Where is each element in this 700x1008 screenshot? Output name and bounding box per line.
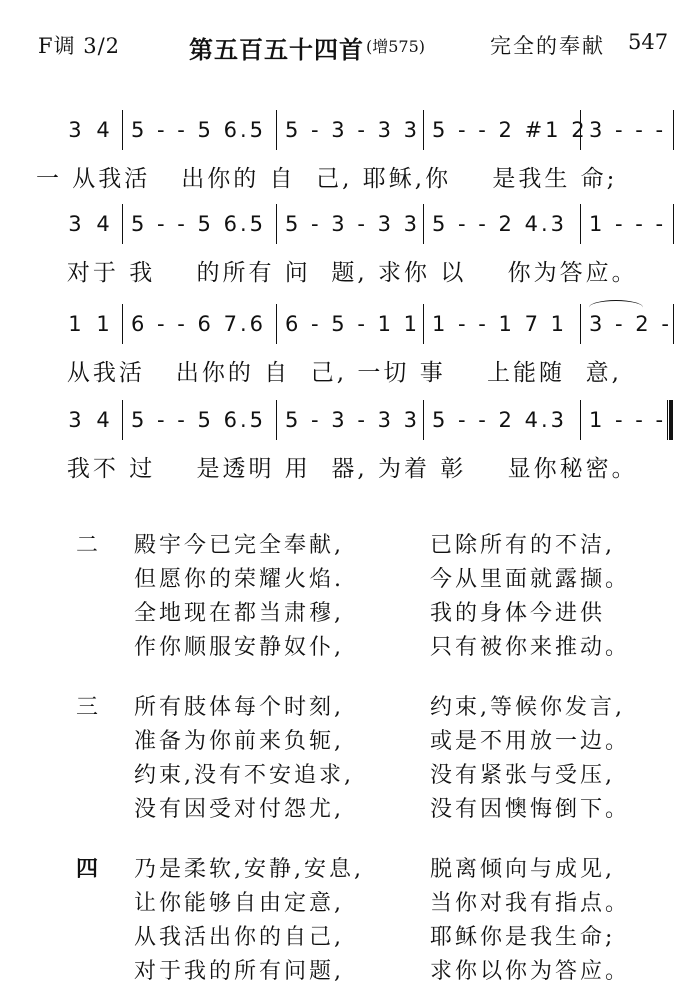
verse-line: 对于我的所有问题, bbox=[134, 959, 344, 984]
measure: 1 - - 1 7 1 bbox=[423, 304, 580, 344]
verse-line: 作你顺服安静奴仆, bbox=[134, 635, 344, 660]
measure: 5 - 3 - 3 3 bbox=[276, 400, 423, 440]
verse-line: 脱离倾向与成见, bbox=[430, 857, 615, 882]
measure-notes: 3 - 2 - bbox=[589, 312, 672, 336]
lyric-row-1: 一 从我活 出你的 自 己, 耶稣,你 是我生 命; bbox=[36, 166, 618, 192]
verse-line: 但愿你的荣耀火焰. bbox=[134, 567, 344, 592]
music-row-3 bbox=[60, 304, 678, 344]
verse-line: 准备为你前来负轭, bbox=[134, 729, 344, 754]
lyric-row-2: 对于 我 的所有 问 题, 求你 以 你为答应。 bbox=[36, 260, 638, 286]
supplement-number: (增575) bbox=[366, 37, 426, 56]
verse-line: 约束,没有不安追求, bbox=[134, 763, 354, 788]
hymn-number: 第五百五十四首 bbox=[189, 35, 364, 64]
verse-line: 求你以你为答应。 bbox=[430, 959, 631, 984]
music-row-2 bbox=[60, 204, 678, 244]
verse-line: 让你能够自由定意, bbox=[134, 891, 344, 916]
measure: 5 - 3 - 3 3 bbox=[276, 204, 423, 244]
music-row-1 bbox=[60, 110, 678, 150]
verse-line: 约束,等候你发言, bbox=[430, 695, 625, 720]
verse-line: 没有因受对付怨尤, bbox=[134, 797, 344, 822]
measure: 3 - - - bbox=[580, 110, 673, 150]
verse-number: 四 bbox=[76, 856, 99, 882]
verse-number: 二 bbox=[76, 533, 99, 558]
music-row-4 bbox=[60, 400, 678, 440]
verse-line: 没有因懊悔倒下。 bbox=[430, 797, 631, 822]
verse-line: 当你对我有指点。 bbox=[430, 891, 631, 916]
verse-line: 我的身体今进供 bbox=[430, 601, 606, 626]
verse-line: 从我活出你的自己, bbox=[134, 925, 344, 950]
hymn-header bbox=[38, 30, 678, 64]
tie-slur bbox=[589, 300, 643, 315]
verse-line: 或是不用放一边。 bbox=[430, 729, 631, 754]
hymn-title: 完全的奉献 bbox=[490, 34, 605, 58]
measure: 1 - - - bbox=[580, 204, 673, 244]
pickup-notes: 1 1 bbox=[68, 312, 114, 336]
measure: 5 - - 2 4.3 bbox=[423, 400, 580, 440]
measure: 6 - 5 - 1 1 bbox=[276, 304, 423, 344]
verse-line: 所有肢体每个时刻, bbox=[134, 695, 344, 720]
measure: 5 - 3 - 3 3 bbox=[276, 110, 423, 150]
verse-line: 已除所有的不洁, bbox=[430, 533, 615, 558]
page-number: 547 bbox=[628, 30, 669, 54]
verse-line: 全地现在都当肃穆, bbox=[134, 601, 344, 626]
lyric-row-4: 我不 过 是透明 用 器, 为着 彰 显你秘密。 bbox=[36, 456, 638, 482]
verse-line: 乃是柔软,安静,安息, bbox=[134, 857, 364, 882]
key-signature: F调 3/2 bbox=[38, 34, 121, 58]
final-barline bbox=[667, 400, 673, 440]
verse-line: 没有紧张与受压, bbox=[430, 763, 615, 788]
verse-line: 耶稣你是我生命; bbox=[430, 925, 616, 950]
measure: 1 - - - bbox=[580, 400, 665, 440]
verse-line: 殿宇今已完全奉献, bbox=[134, 533, 344, 558]
barline bbox=[673, 204, 674, 244]
measure: 5 - - 2 4.3 bbox=[423, 204, 580, 244]
measure: 5 - - 5 6.5 bbox=[122, 110, 276, 150]
pickup-notes: 3 4 bbox=[68, 212, 114, 236]
pickup-notes: 3 4 bbox=[68, 408, 114, 432]
measure bbox=[580, 304, 673, 344]
measure: 5 - - 5 6.5 bbox=[122, 400, 276, 440]
verse-line: 今从里面就露撷。 bbox=[430, 567, 631, 592]
measure: 6 - - 6 7.6 bbox=[122, 304, 276, 344]
measure: 5 - - 5 6.5 bbox=[122, 204, 276, 244]
pickup-notes: 3 4 bbox=[68, 118, 114, 142]
barline bbox=[673, 304, 674, 344]
lyric-row-3: 从我活 出你的 自 己, 一切 事 上能随 意, bbox=[36, 360, 622, 386]
measure: 5 - - 2 #1 2 bbox=[423, 110, 580, 150]
verse-number: 三 bbox=[76, 695, 99, 720]
barline bbox=[673, 110, 674, 150]
verse-line: 只有被你来推动。 bbox=[430, 635, 631, 660]
